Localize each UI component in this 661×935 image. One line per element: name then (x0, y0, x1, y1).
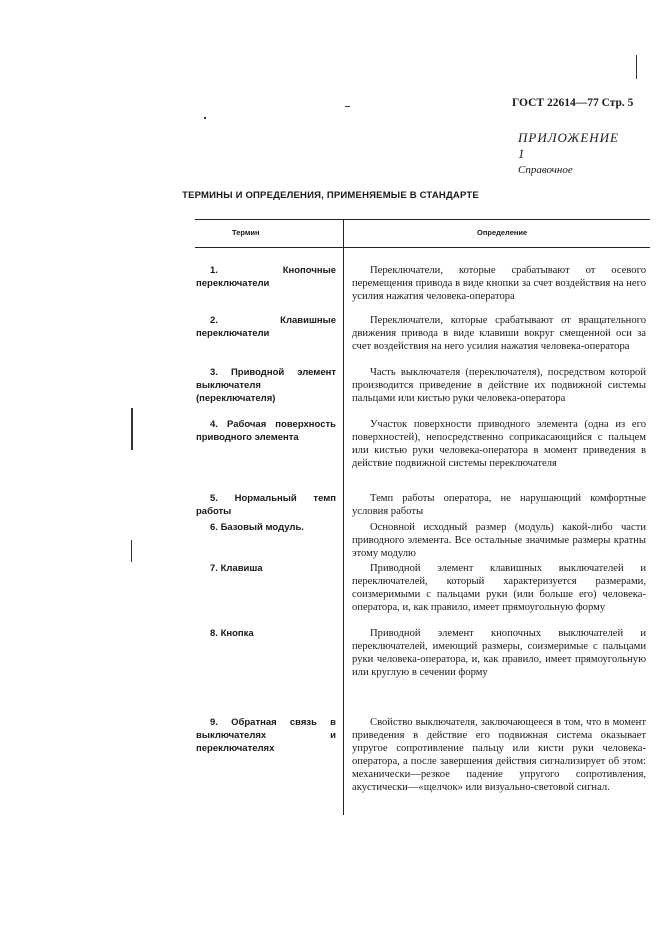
definition-cell: Часть выключателя (переключателя), посредством которой производится приведение в действие их подвижной системы пальцами или кистью руки человека-оператора (352, 367, 646, 404)
term-cell: 7. Клавиша (210, 563, 263, 574)
table-top-rule (195, 219, 650, 220)
definition-cell: Приводной элемент кнопочных выключателей и переключателей, имеющий размеры, соизмеримые с пальцами руки человека-оператора, и, как правило, имеет прямоугольную или круглую в сечении форму (352, 628, 646, 678)
term-cell: 8. Кнопка (210, 628, 254, 639)
scan-speck (204, 117, 206, 119)
scan-speck (345, 106, 350, 107)
term-cell: 4. Рабочая поверхность приводного элемента (196, 419, 336, 443)
term-cell: 1. Кнопочные переключатели (196, 265, 336, 289)
term-cell: 5. Нормальный темп работы (196, 493, 337, 517)
document-title: ТЕРМИНЫ И ОПРЕДЕЛЕНИЯ, ПРИМЕНЯЕМЫЕ В СТАНДАРТЕ (182, 190, 479, 201)
term-cell: 3. Приводной элемент выключателя (переключателя) (196, 367, 336, 404)
term-cell: 6. Базовый модуль. (210, 522, 304, 533)
definition-cell: Основной исходный размер (модуль) какой-либо части приводного элемента. Все остальные значимые размеры кратны этому модулю (352, 522, 646, 559)
term-cell: 2. Клавишные переключатели (196, 315, 336, 339)
column-header-term: Термин (232, 228, 260, 237)
margin-mark (636, 55, 637, 79)
column-header-definition: Определение (477, 228, 528, 237)
table-column-divider (343, 219, 344, 815)
definition-cell: Свойство выключателя, заключающееся в том, что в момент приведения в действие его подвижная система оказывает упругое сопротивление пальцу или кисти руки человека-оператора, а после завершения действия сигнализирует об этом: механически—резкое падение упругого сопротивления, акустически—«щелчок» или визуально-световой сигнал. (352, 717, 646, 793)
margin-mark (131, 540, 132, 562)
appendix-label (518, 130, 628, 176)
appendix-title: ПРИЛОЖЕНИЕ 1 (518, 130, 619, 161)
standard-reference: ГОСТ 22614—77 Стр. 5 (512, 97, 634, 109)
definition-cell: Темп работы оператора, не нарушающий комфортные условия работы (352, 493, 646, 517)
appendix-subtitle: Справочное (518, 164, 573, 176)
margin-mark (131, 408, 133, 450)
definition-cell: Участок поверхности приводного элемента (одна из его поверхностей), непосредственно соприкасающийся с пальцем или кистью руки человека-оператора в момент приведения в действие подвижной системы переключателя (352, 419, 646, 469)
definition-cell: Переключатели, которые срабатывают от осевого перемещения привода в виде кнопки за счет воздействия на него усилия нажатия человека-оператора (352, 265, 646, 302)
term-cell: 9. Обратная связь в выключателях и переключателях (196, 717, 336, 754)
definition-cell: Приводной элемент клавишных выключателей и переключателей, который характеризуется размерами, соизмеримыми с пальцами руки (или больше его) человека-оператора, и, как правило, имеет прямоугольную форму (352, 563, 646, 613)
table-header-rule (195, 247, 650, 248)
definition-cell: Переключатели, которые срабатывают от вращательного движения привода в виде клавиши вокруг смещенной оси за счет воздействия на него усилия нажатия человека-оператора (352, 315, 646, 352)
